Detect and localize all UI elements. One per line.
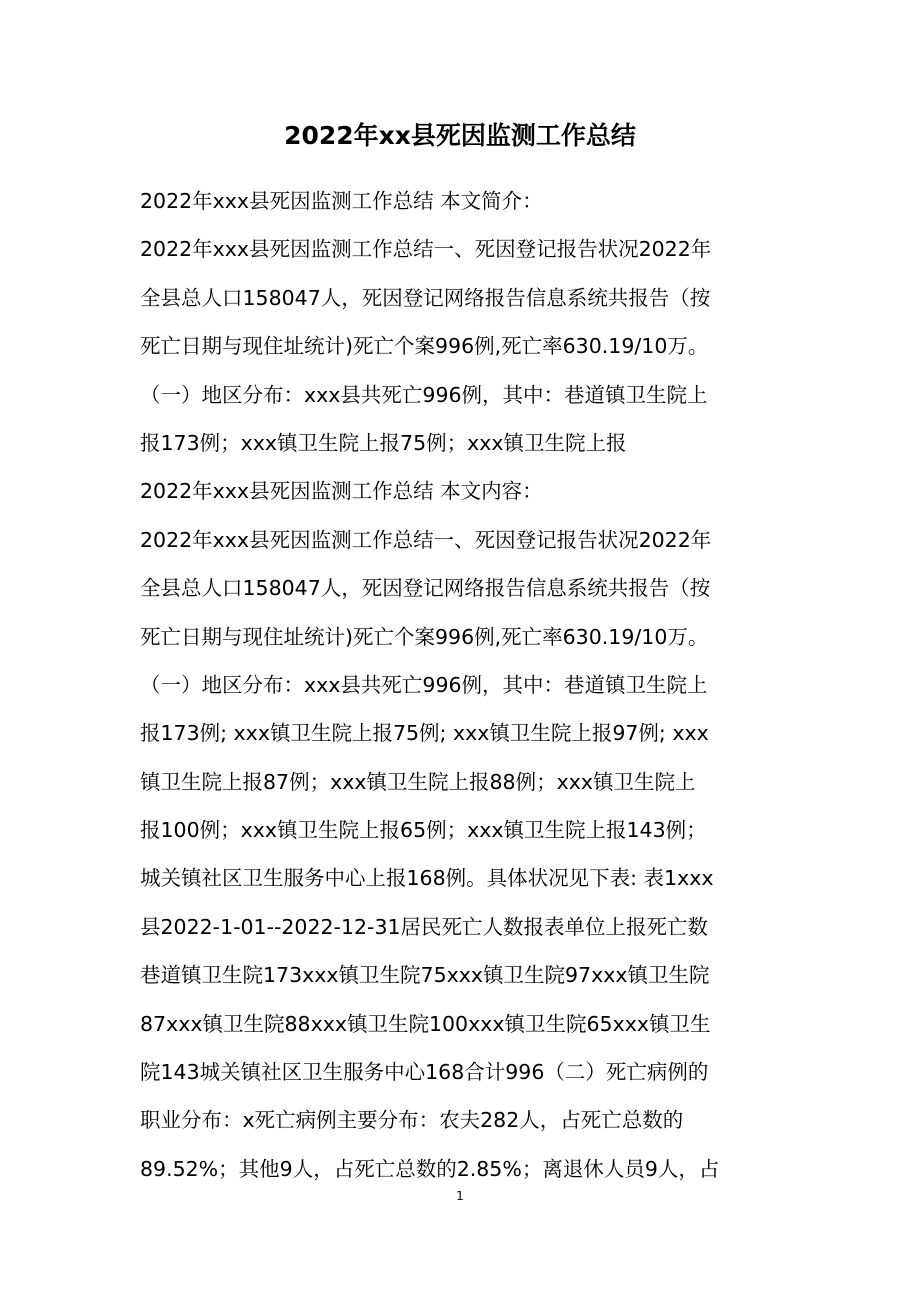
text-line: 2022年xxx县死因监测工作总结一、死因登记报告状况2022年 <box>140 237 712 262</box>
text-line: 2022年xxx县死因监测工作总结 本文内容： <box>140 479 543 504</box>
page-number: 1 <box>456 1189 464 1203</box>
text-line: 报173例; xxx镇卫生院上报75例; xxx镇卫生院上报97例; xxx <box>140 721 709 746</box>
text-line: （一）地区分布：xxx县共死亡996例，其中：巷道镇卫生院上 <box>140 672 708 697</box>
text-line: 全县总人口158047人，死因登记网络报告信息系统共报告（按 <box>140 285 711 310</box>
text-line: 县2022-1-01--2022-12-31居民死亡人数报表单位上报死亡数 <box>140 914 709 939</box>
text-line: 2022年xxx县死因监测工作总结一、死因登记报告状况2022年 <box>140 527 712 552</box>
text-line: 死亡日期与现住址统计)死亡个案996例,死亡率630.19/10万。 <box>140 624 709 649</box>
document-body <box>140 177 785 1193</box>
text-line: 报173例；xxx镇卫生院上报75例；xxx镇卫生院上报 <box>140 430 627 455</box>
text-line: 87xxx镇卫生院88xxx镇卫生院100xxx镇卫生院65xxx镇卫生 <box>140 1011 711 1036</box>
text-line: 全县总人口158047人，死因登记网络报告信息系统共报告（按 <box>140 576 711 601</box>
text-line: 死亡日期与现住址统计)死亡个案996例,死亡率630.19/10万。 <box>140 334 709 359</box>
text-line: 院143城关镇社区卫生服务中心168合计996（二）死亡病例的 <box>140 1060 709 1085</box>
document-title: 2022年xx县死因监测工作总结 <box>284 121 636 150</box>
text-line: 报100例；xxx镇卫生院上报65例；xxx镇卫生院上报143例； <box>140 818 707 843</box>
text-line: 职业分布：x死亡病例主要分布：农夫282人，占死亡总数的 <box>140 1108 684 1133</box>
text-line: （一）地区分布：xxx县共死亡996例，其中：巷道镇卫生院上 <box>140 382 708 407</box>
text-line: 巷道镇卫生院173xxx镇卫生院75xxx镇卫生院97xxx镇卫生院 <box>140 963 710 988</box>
text-line: 2022年xxx县死因监测工作总结 本文简介： <box>140 189 543 213</box>
text-line: 城关镇社区卫生服务中心上报168例。具体状况见下表: 表1xxx <box>140 866 714 891</box>
text-line: 89.52%；其他9人，占死亡总数的2.85%；离退休人员9人，占 <box>140 1156 720 1181</box>
text-line: 镇卫生院上报87例；xxx镇卫生院上报88例；xxx镇卫生院上 <box>140 769 696 794</box>
